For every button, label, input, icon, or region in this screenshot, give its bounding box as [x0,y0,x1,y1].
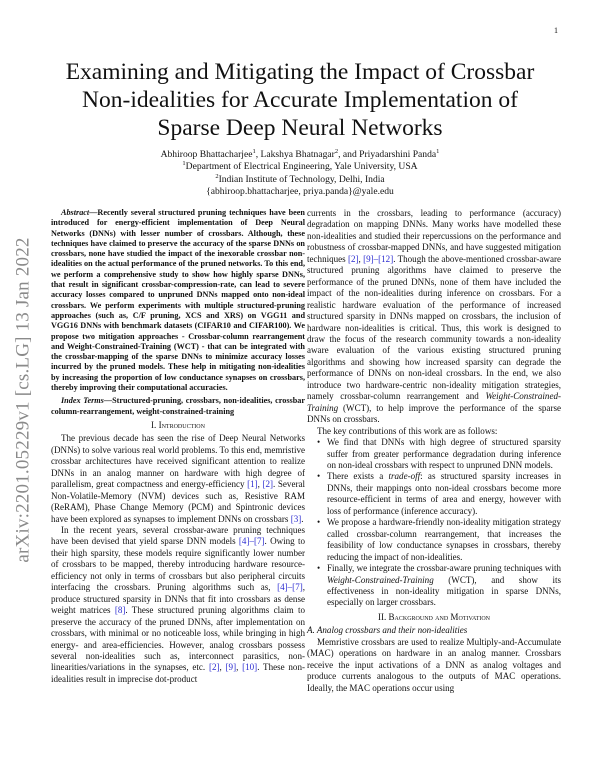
index-terms-label: Index Terms [61,396,104,406]
citation-link[interactable]: [10] [242,662,258,673]
affiliation-mark: 1 [436,148,440,155]
affiliation-mark: 2 [334,148,339,155]
section-heading-background: II. Background and Motivation [377,611,491,622]
intro-paragraph-1: The previous decade has seen the rise of Deep Neural Networks (DNNs) to solve various real world problems. To this end, memristive crossbar architectures have received significant attention to realize DNNs in an analog manner on hardware with high degree of parallelism, great compactness and energy-efficiency [1], [2]. Several Non-Volatile-Memory (NVM) devices such as, Resistive RAM (ReRAM), Phase Change Memory (PCM) and Spintronic devices have been explored as synapses to implement DNNs on crossbars [3]. [51,433,305,524]
subsection-heading: A. Analog crossbars and their non-idealities [307,625,468,636]
contributions-intro: The key contributions of this work are as follows: [317,425,498,436]
intro-paragraph-3: currents in the crossbars, leading to performance (accuracy) degradation on mapping DNNs. Many works have modelled these non-idealities and studied their repercussions on the performance and robustness of crossbar-mapped DNNs, and have suggested mitigation techniques [2], [9]–[12]. Though the above-mentioned crossbar-aware structured pruning algorithms have claimed to preserve the performance of the pruned DNNs, none of them have included the impact of the non-idealities during inference on crossbars. For a realistic hardware evaluation of the performance of increased structured sparsity in DNNs mapped on crossbars, the inclusion of hardware non-idealities is critical. Thus, this work is designed to draw the focus of the research community towards a non-ideality aware evaluation of the various existing structured pruning algorithms and showing how increased sparsity can degrade the performance of DNNs on non-ideal crossbars. In the end, we also introduce two hardware-centric non-ideality mitigation strategies, namely crossbar-column rearrangement and Weight-Constrained-Training (WCT), to help improve the performance of the sparse DNNs on crossbars. [307,208,561,425]
abstract-label: Abstract [61,208,90,217]
contributions-list [307,437,561,609]
citation-link[interactable]: [4]–[7] [238,536,265,547]
title-line: Examining and Mitigating the Impact of Crossbar [65,59,535,85]
author-name: Abhiroop Bhattacharjee [160,149,253,160]
citation-link[interactable]: [9] [225,662,237,673]
affiliation-2: $^2$Indian Institute of Technology, Delhi, India [215,172,385,185]
abstract: Abstract—Recently several structured pruning techniques have been introduced for energy-efficient implementation of Deep Neural Networks (DNNs) with lesser number of crossbars. Although, these techniques have claimed to preserve the accuracy of the sparse DNNs on crossbars, none have studied the impact of the inexorable crossbar non-idealities on the actual performance of the pruned networks. To this end, we perform a comprehensive study to show how highly sparse DNNs, that result in significant crossbar-compression-rate, can lead to severe accuracy losses compared to unpruned DNNs mapped onto non-ideal crossbars. We perform experiments with multiple structured-pruning approaches (such as, C/F pruning, XCS and XRS) on VGG11 and VGG16 DNNs with benchmark datasets (CIFAR10 and CIFAR100). We propose two mitigation approaches - Crossbar-column rearrangement and Weight-Constrained-Training (WCT) - that can be integrated with the crossbar-mapping of the sparse DNNs to minimize accuracy losses incurred by the pruned models. These help in mitigating non-idealities by increasing the proportion of low conductance synapses on crossbars, thereby improving their computational accuracies. [51,208,305,393]
list-item: • We propose a hardware-friendly non-ideality mitigation strategy called crossbar-column rearrangement, that increases the feasibility of low conductance synapses in crossbars, thereby reducing the impact of non-idealities. [327,517,561,563]
list-item: • Finally, we integrate the crossbar-aware pruning techniques with Weight-Constrained-Training (WCT), and show its effectiveness in non-ideality mitigation in sparse DNNs, especially on larger crossbars. [327,563,561,609]
author-block [40,149,560,199]
paper-title [40,58,560,142]
title-line: Non-idealities for Accurate Implementation of [82,87,518,113]
right-column [307,208,561,694]
arxiv-stamp [8,210,40,590]
citation-link[interactable]: [2] [208,662,220,673]
background-paragraph-1: Memristive crossbars are used to realize Multiply-and-Accumulate (MAC) operations on hardware in an analog manner. Crossbars receive the input activations of a DNN as analog voltages and produce currents analogous to the outputs of MAC operations. Ideally, the MAC operations occur using [307,636,561,693]
arxiv-stamp-text: arXiv:2201.05229v1 [cs.LG] 13 Jan 2022 [13,237,34,563]
author-name: Lakshya Bhatnagar [260,149,335,160]
list-item: • There exists a trade-off: as structured sparsity increases in DNNs, their mappings onto non-ideal crossbars become more resource-efficient in terms of area and energy, however with loss of performance (inference accuracy). [327,471,561,517]
affiliation-1: $^1$Department of Electrical Engineering, Yale University, USA [182,160,418,173]
citation-link[interactable]: [4]–[7] [277,582,303,593]
citation-link[interactable]: [1] [247,479,258,490]
intro-paragraph-2: In the recent years, several crossbar-aware pruning techniques have been devised that yield sparse DNN models [4]–[7]. Owing to their high sparsity, these models require significantly lower number of crossbars to be mapped, thereby introducing hardware resource-efficiency not only in terms of crossbars but also peripheral circuits interfacing the crossbars. Pruning algorithms such as, [4]–[7], produce structured sparsity in DNNs that fit into crossbars as dense weight matrices [8]. These structured pruning algorithms claim to preserve the accuracy of the pruned DNNs, after implementation on crossbars, with minimal or no noticeable loss, while bringing in high energy- and area-efficiencies. However, analog crossbars possess several non-idealities such as, interconnect parasitics, non-linearities/variations in the synapses, etc. [2], [9], [10]. These non-idealities result in imprecise dot-product [51,525,306,684]
section-heading-introduction: I. Introduction [151,419,205,430]
page-number: 1 [554,26,558,35]
citation-link[interactable]: [8] [114,605,126,616]
list-item: • We find that DNNs with high degree of structured sparsity suffer from greater performance degradation during inference on non-ideal crossbars with respect to unpruned DNN models. [327,437,561,471]
citation-link[interactable]: [2] [347,253,359,264]
citation-link[interactable]: [2] [262,479,274,490]
title-line: Sparse Deep Neural Networks [157,115,443,141]
left-column [51,208,305,685]
citation-link[interactable]: [3] [290,513,302,524]
index-terms: Index Terms—Structured-pruning, crossbars, non-idealities, crossbar column-rearrangement, weight-constrained-training [51,396,306,416]
author-names: Abhiroop Bhattacharjee$^1$, Lakshya Bhatnagar$^2$, and Priyadarshini Panda$^1$ [160,148,440,160]
author-name: Priyadarshini Panda [359,149,437,160]
author-email: {abhiroop.bhattacharjee, priya.panda}@yale.edu [206,186,394,198]
affiliation-mark: 1 [252,148,256,155]
citation-link[interactable]: [9]–[12] [363,253,394,264]
